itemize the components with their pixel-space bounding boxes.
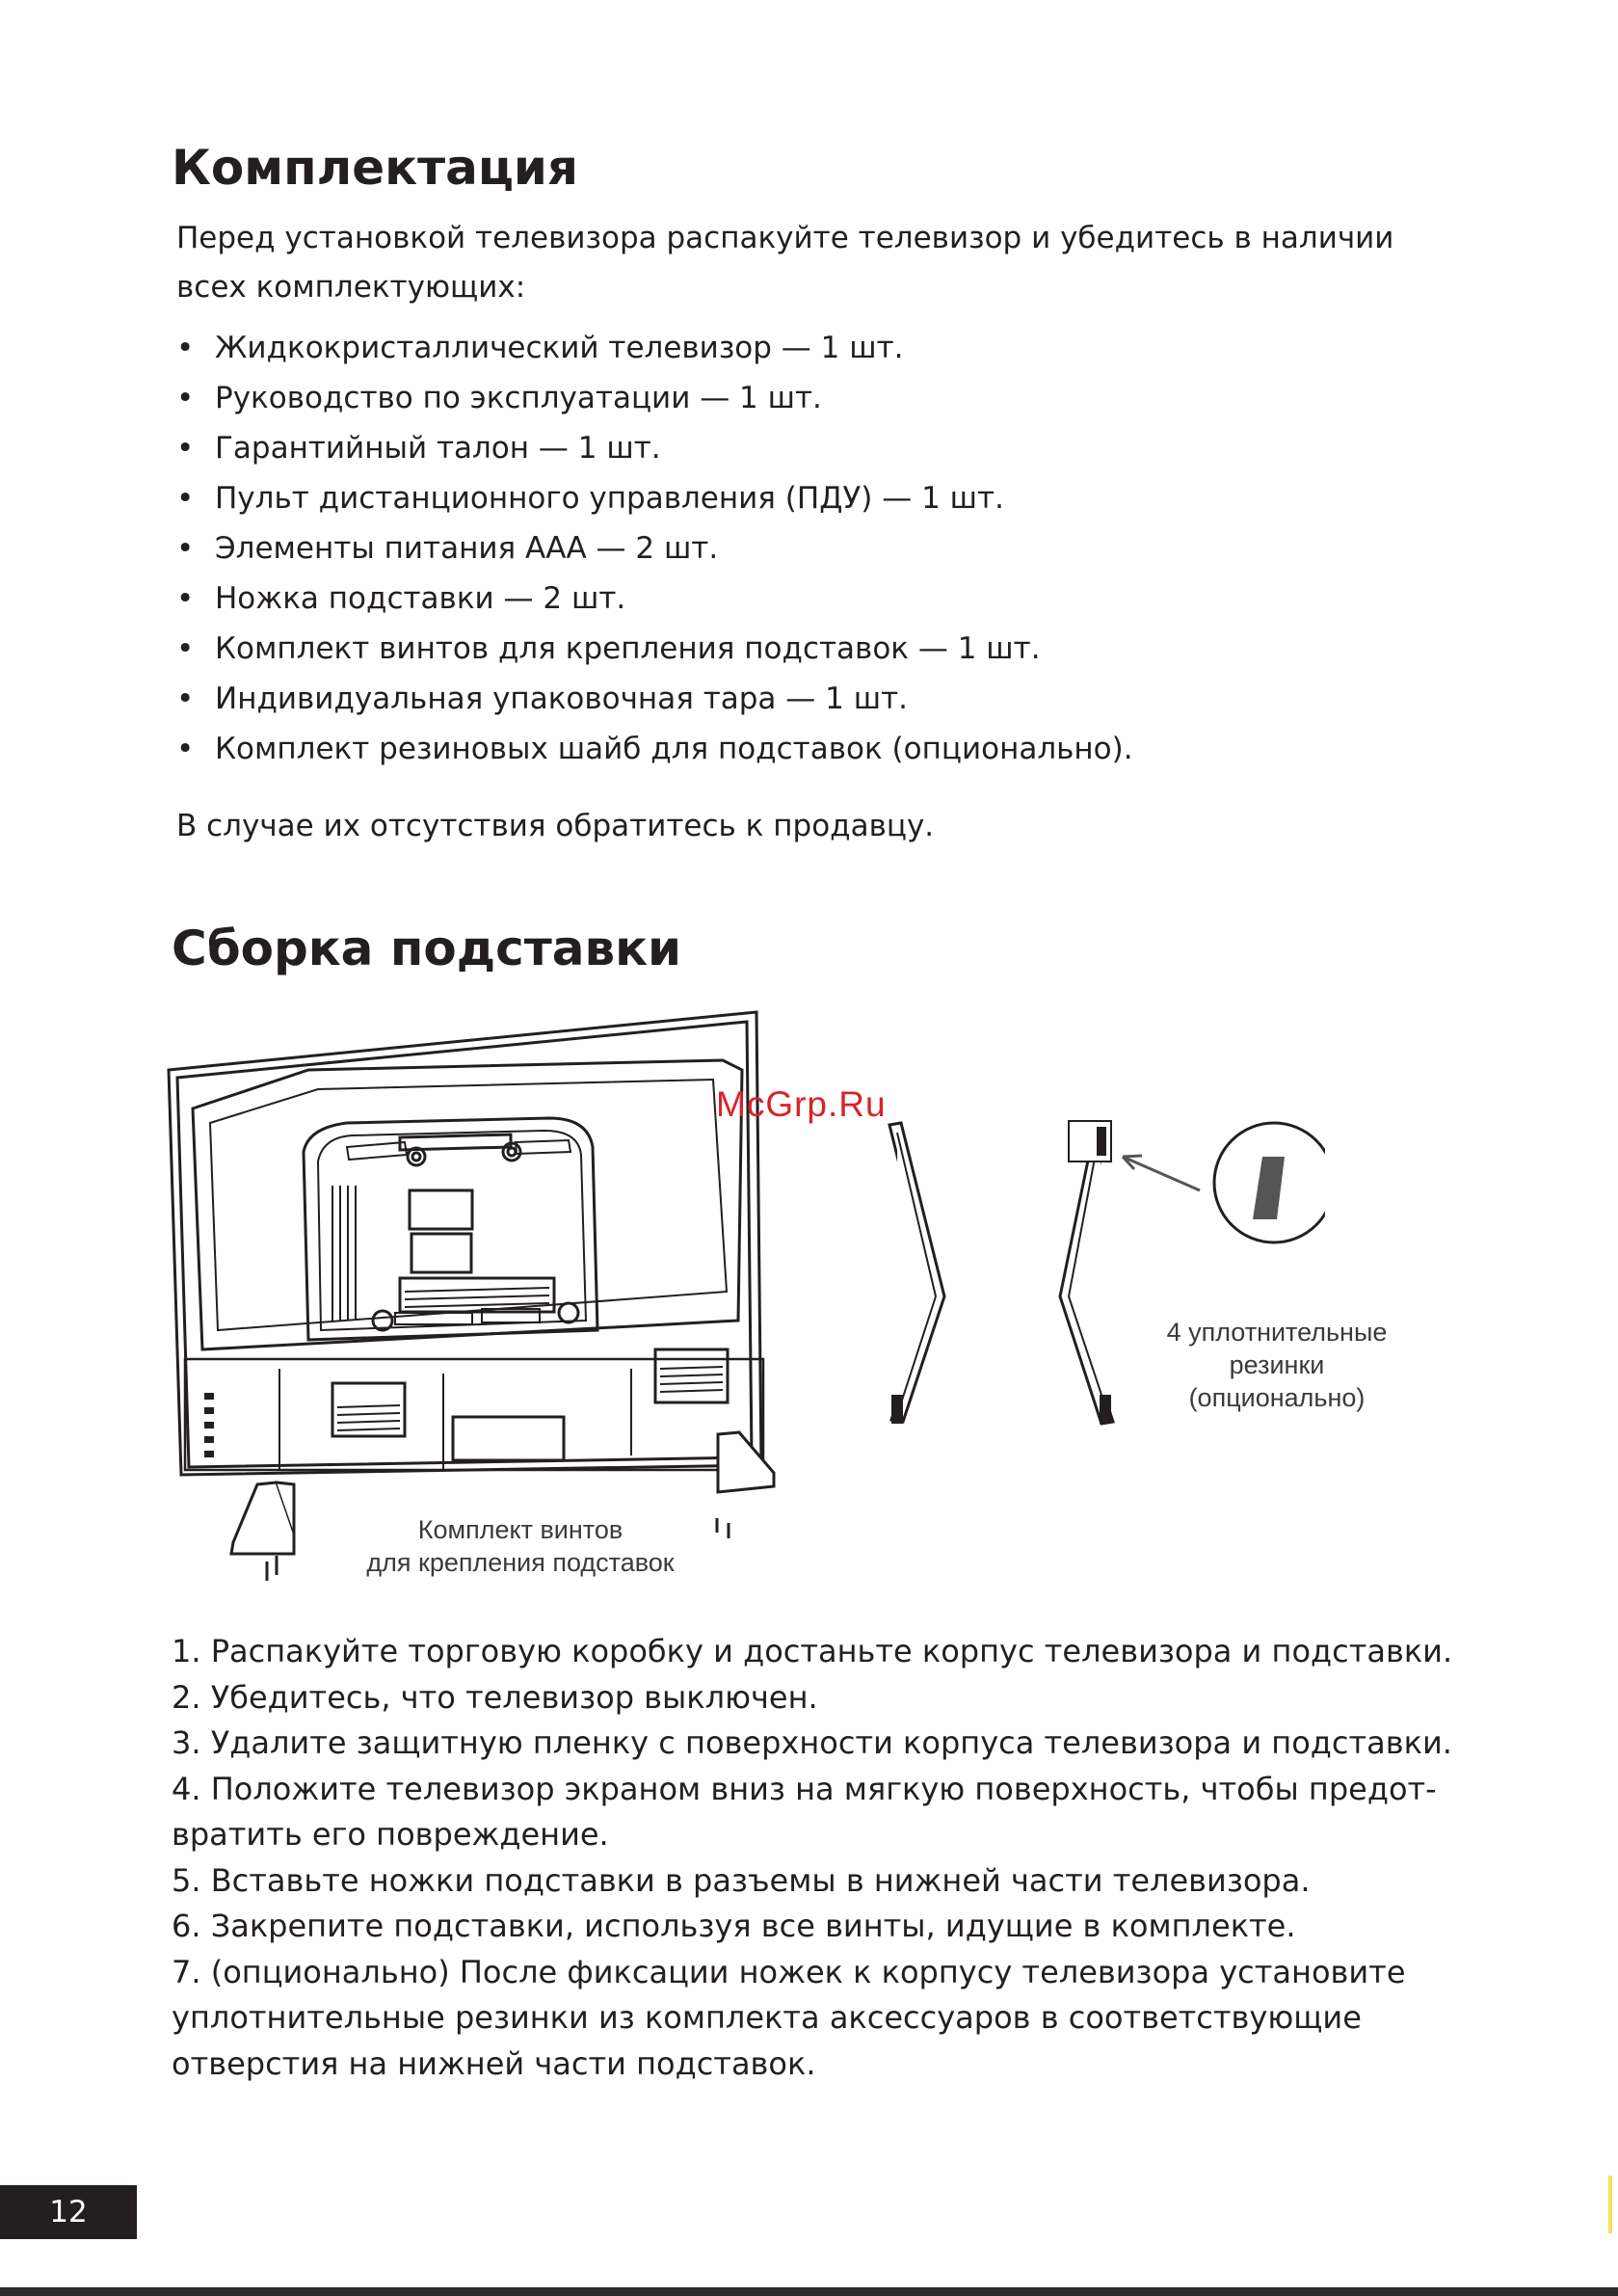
list-item: • Индивидуальная упаковочная тара — 1 шт. [176,681,908,716]
intro-line-1: Перед установкой телевизора распакуйте телевизор и убедитесь в наличии [176,221,1394,255]
list-item: • Комплект винтов для крепления подставок — 1 шт. [176,631,1041,666]
intro-text [176,214,1468,312]
assembly-steps [172,1629,1472,2087]
list-item: • Руководство по эксплуатации — 1 шт. [176,381,822,415]
list-item: • Элементы питания ААА — 2 шт. [176,531,719,566]
list-item: • Комплект резиновых шайб для подставок (опционально). [176,732,1133,766]
list-item: • Гарантийный талон — 1 шт. [176,431,661,466]
footer-bar [0,2287,1618,2296]
step-line: 2. Убедитесь, что телевизор выключен. [172,1678,818,1716]
step-line: отверстия на нижней части подставок. [172,2044,816,2082]
step-line: 5. Вставьте ножки подставки в разъемы в нижней части телевизора. [172,1861,1311,1899]
step-line: уплотнительные резинки из комплекта аксессуаров в соответствующие [172,1999,1362,2036]
missing-items-note: В случае их отсутствия обратитесь к продавцу. [176,809,935,843]
list-item: • Жидкокристаллический телевизор — 1 шт. [176,331,904,365]
page-number: 12 [0,2185,137,2239]
step-line: 7. (опционально) После фиксации ножек к корпусу телевизора установите [172,1953,1406,1990]
step-line: 1. Распакуйте торговую коробку и достаньте корпус телевизора и подставки. [172,1633,1453,1669]
list-item: • Ножка подставки — 2 шт. [176,581,626,616]
step-line: 6. Закрепите подставки, используя все винты, идущие в комплекте. [172,1908,1296,1944]
tv-back-illustration [164,1002,790,1581]
intro-line-2: всех комплектующих: [176,270,526,305]
step-line: вратить его повреждение. [172,1816,609,1853]
section-title-stand-assembly: Сборка подставки [172,921,682,976]
rubber-caption: 4 уплотнительные резинки (опционально) [1166,1318,1388,1412]
list-item: • Пульт дистанционного управления (ПДУ) — 1 шт. [176,481,1004,516]
step-line: 4. Положите телевизор экраном вниз на мягкую поверхность, чтобы предот- [172,1770,1437,1807]
contents-list [176,323,1133,774]
screws-caption: Комплект винтов для крепления подставок [366,1515,675,1577]
step-line: 3. Удалите защитную пленку с поверхности корпуса телевизора и подставки. [172,1724,1452,1761]
watermark-text: McGrp.Ru [716,1084,887,1124]
section-title-contents: Комплектация [172,140,579,196]
edge-marker [1608,2176,1612,2233]
